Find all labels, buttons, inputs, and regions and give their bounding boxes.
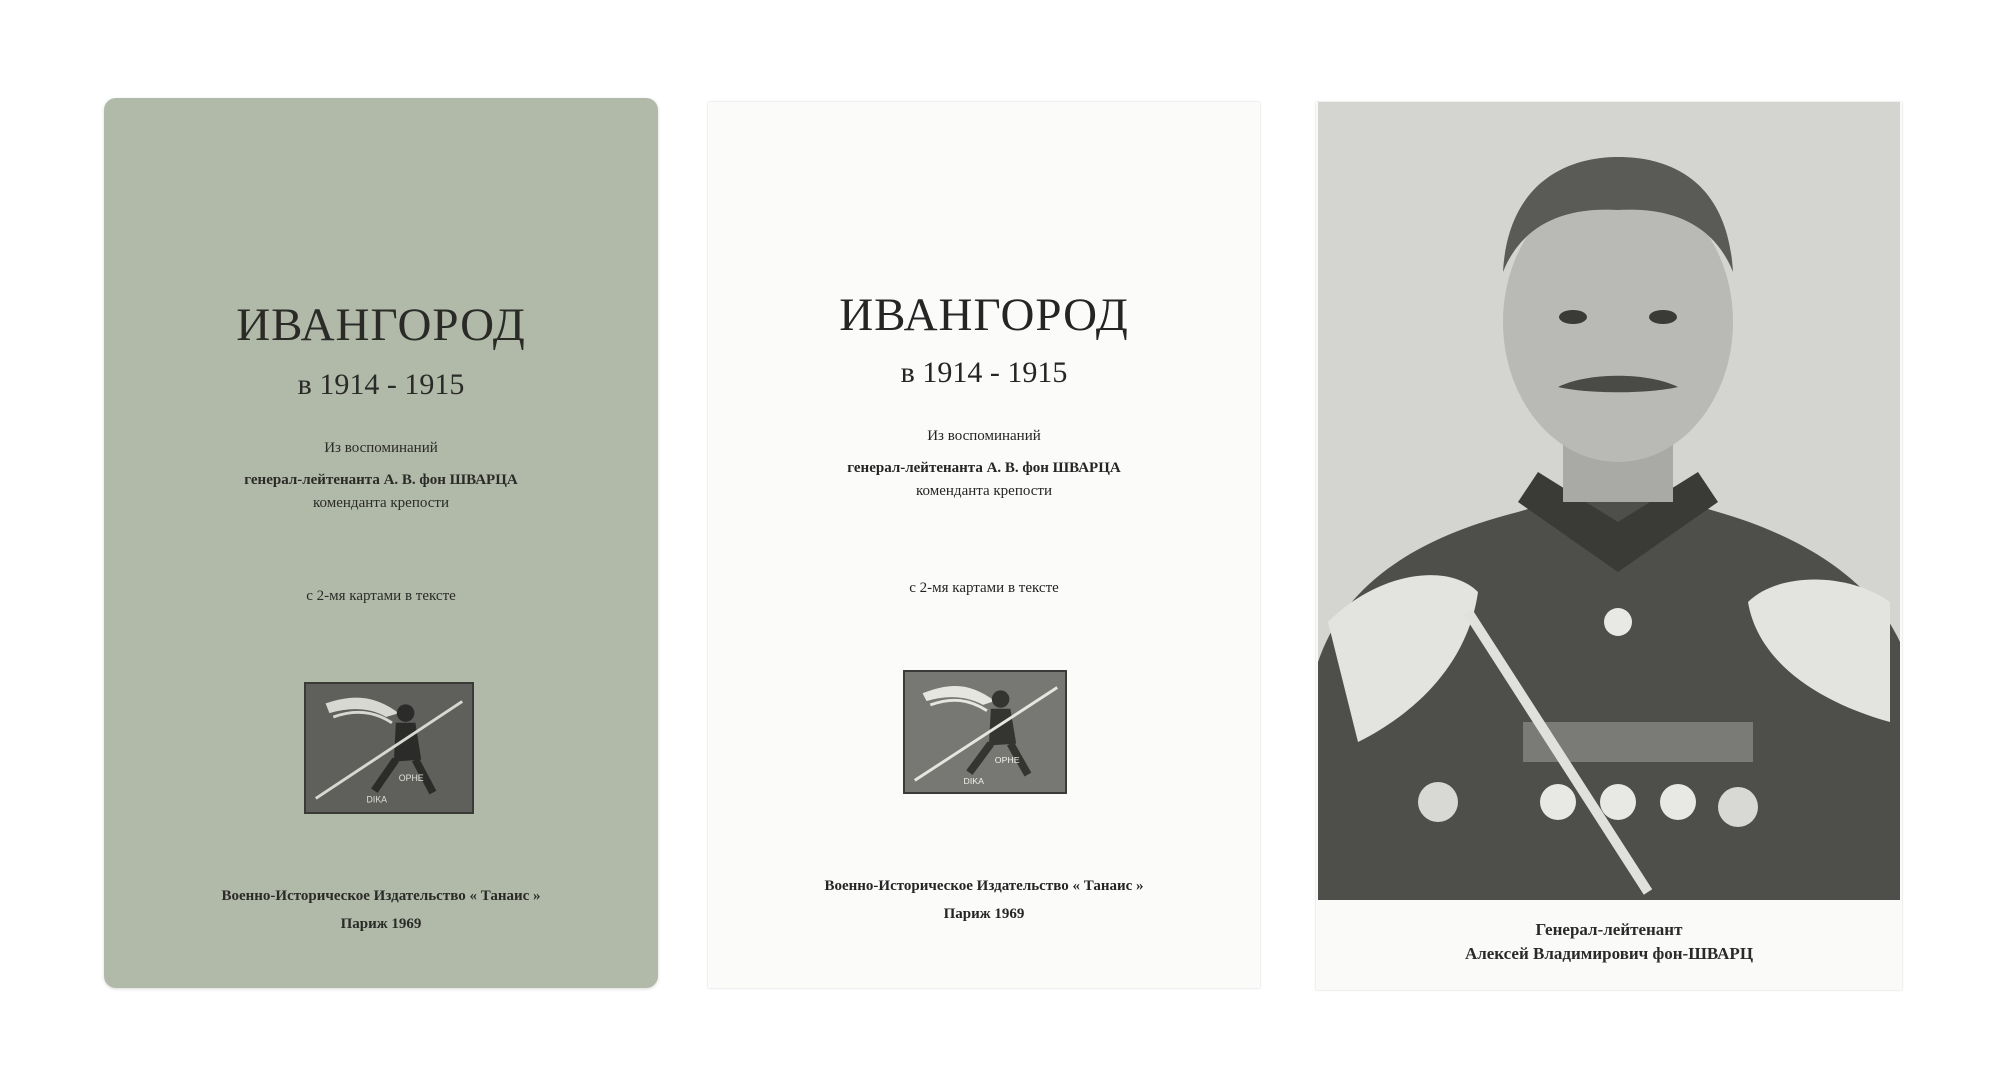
titlepage-place-year: Париж 1969 <box>943 906 1025 922</box>
titlepage-maps-line: с 2-мя картами в тексте <box>909 580 1059 596</box>
cover-from-memoirs: Из воспоминаний <box>324 440 438 456</box>
cover-place-year: Париж 1969 <box>340 916 422 932</box>
titlepage-from-memoirs: Из воспоминаний <box>927 428 1041 444</box>
publisher-emblem <box>304 682 474 814</box>
portrait-photo <box>1318 102 1900 900</box>
cover-publisher: Военно-Историческое Издательство « Танаис » <box>221 888 541 904</box>
svg-text:OPHE: OPHE <box>994 755 1020 765</box>
cover-role-line: коменданта крепости <box>313 495 449 511</box>
svg-text:DIKA: DIKA <box>963 776 985 787</box>
portrait-caption-name: Алексей Владимирович фон-ШВАРЦ <box>1464 944 1754 963</box>
svg-text:DIKA: DIKA <box>366 794 388 805</box>
title-page <box>708 102 1260 988</box>
frontispiece-page <box>1316 102 1902 990</box>
titlepage-title: ИВАНГОРОД <box>839 289 1129 341</box>
portrait-caption-rank: Генерал-лейтенант <box>1535 920 1683 939</box>
titlepage-years: в 1914 - 1915 <box>900 356 1068 389</box>
cover-years: в 1914 - 1915 <box>297 368 465 401</box>
publisher-emblem <box>903 670 1067 794</box>
cover-title: ИВАНГОРОД <box>236 299 526 351</box>
titlepage-role-line: коменданта крепости <box>916 483 1052 499</box>
book-cover <box>104 98 658 988</box>
svg-text:OPHE: OPHE <box>398 772 424 783</box>
titlepage-publisher: Военно-Историческое Издательство « Танаис » <box>824 878 1144 894</box>
titlepage-author-line: генерал-лейтенанта А. В. фон ШВАРЦА <box>847 460 1121 476</box>
cover-author-line: генерал-лейтенанта А. В. фон ШВАРЦА <box>244 472 518 488</box>
cover-maps-line: с 2-мя картами в тексте <box>306 588 456 604</box>
